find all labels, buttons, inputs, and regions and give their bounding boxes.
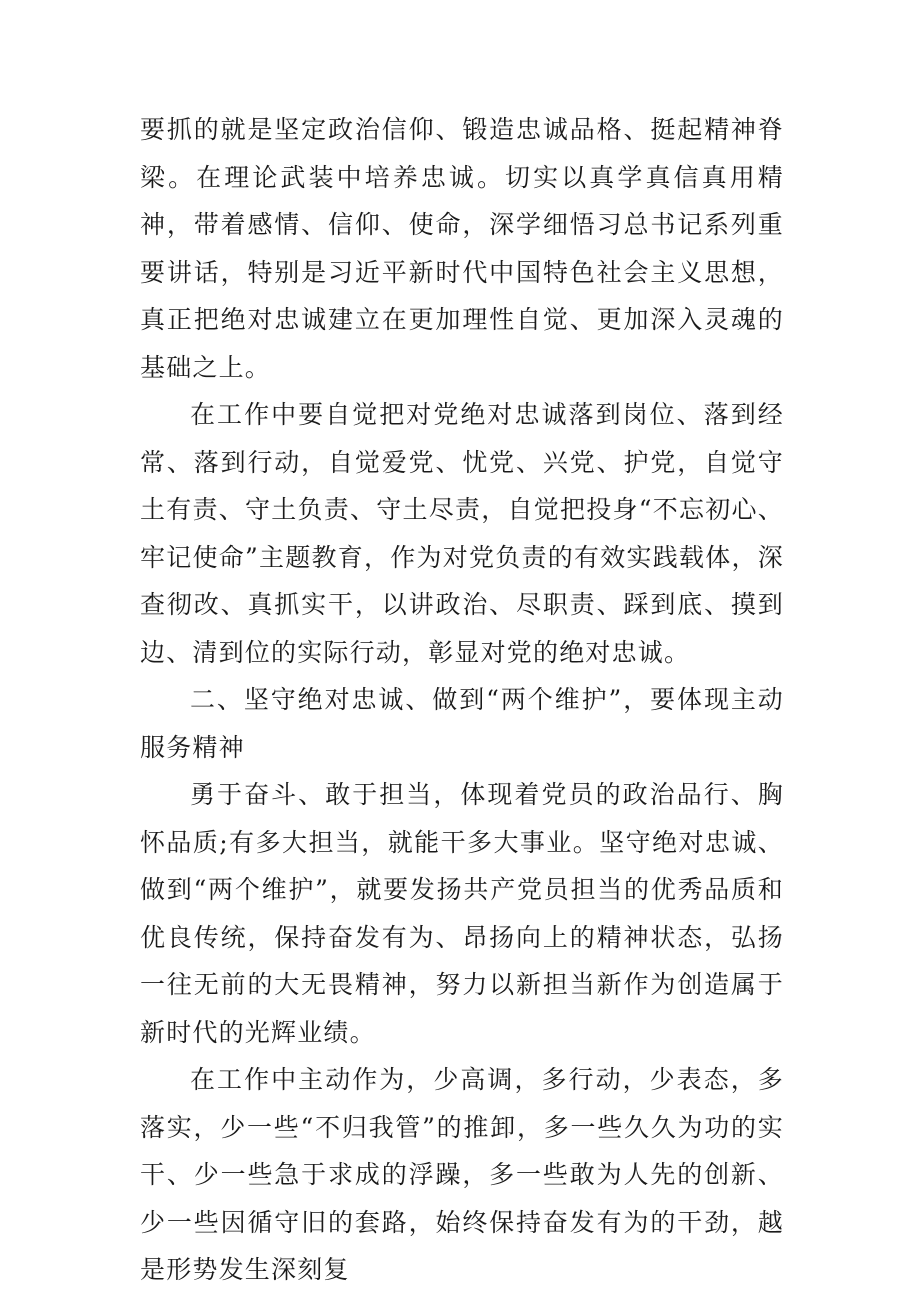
paragraph-4: 在工作中主动作为，少高调，多行动，少表态，多落实，少一些“不归我管”的推卸，多一些久久为功的实干、少一些急于求成的浮躁，多一些敢为人先的创新、少一些因循守旧的套路，始终保持奋发有为的干劲，越是形势发生深刻复 xyxy=(140,1065,784,1284)
document-page xyxy=(140,106,784,1294)
paragraph-3: 勇于奋斗、敢于担当，体现着党员的政治品行、胸怀品质;有多大担当，就能干多大事业。坚守绝对忠诚、做到“两个维护”，就要发扬共产党员担当的优秀品质和优良传统，保持奋发有为、昂扬向上的精神状态，弘扬一往无前的大无畏精神，努力以新担当新作为创造属于新时代的光辉业绩。 xyxy=(140,780,784,1047)
section-heading: 二、坚守绝对忠诚、做到“两个维护”，要体现主动服务精神 xyxy=(140,685,784,762)
paragraph-1: 要抓的就是坚定政治信仰、锻造忠诚品格、挺起精神脊梁。在理论武装中培养忠诚。切实以真学真信真用精神，带着感情、信仰、使命，深学细悟习总书记系列重要讲话，特别是习近平新时代中国特色社会主义思想，真正把绝对忠诚建立在更加理性自觉、更加深入灵魂的基础之上。 xyxy=(140,115,784,382)
paragraph-2: 在工作中要自觉把对党绝对忠诚落到岗位、落到经常、落到行动，自觉爱党、忧党、兴党、护党，自觉守土有责、守土负责、守土尽责，自觉把投身“不忘初心、牢记使命”主题教育，作为对党负责的有效实践载体，深查彻改、真抓实干，以讲政治、尽职责、踩到底、摸到边、清到位的实际行动，彰显对党的绝对忠诚。 xyxy=(140,400,784,667)
